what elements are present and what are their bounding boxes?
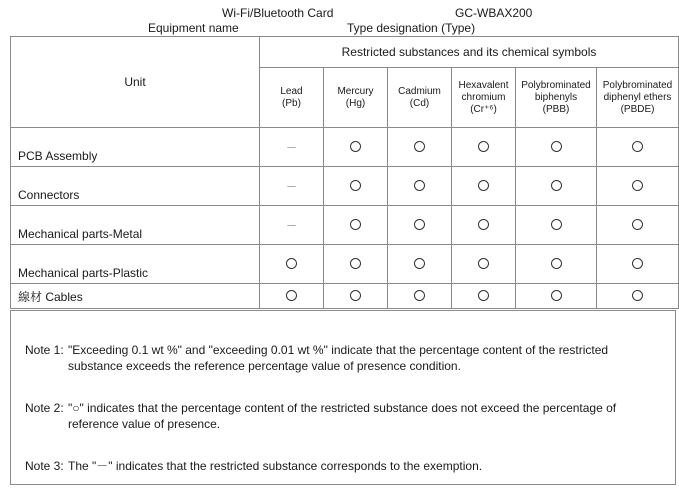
substance-name: Hexavalent chromium	[458, 79, 509, 103]
circle-mark	[478, 141, 489, 152]
substance-symbol: (Cr⁺⁶)	[470, 103, 497, 115]
circle-mark	[414, 219, 425, 230]
substance-cell	[452, 284, 516, 309]
substance-symbol: (Pb)	[282, 97, 301, 109]
table-row	[11, 245, 679, 284]
circle-mark	[632, 258, 643, 269]
document-header	[10, 0, 678, 36]
substance-cell	[388, 284, 452, 309]
substance-symbol: (Hg)	[345, 97, 366, 109]
substance-header-lead	[260, 68, 324, 128]
dash-mark: －	[286, 142, 297, 154]
substance-name: Polybrominated diphenyl ethers	[602, 79, 673, 103]
substance-cell	[260, 284, 324, 309]
substance-cell	[516, 167, 597, 206]
circle-mark	[350, 219, 361, 230]
substance-cell	[452, 245, 516, 284]
circle-mark	[632, 180, 643, 191]
type-designation-label: Type designation (Type)	[347, 21, 476, 35]
substance-cell	[452, 128, 516, 167]
circle-mark	[478, 180, 489, 191]
note-text: "Exceeding 0.1 wt %" and "exceeding 0.01 wt %" indicate that the percentage content of the restricted substance exceeds the reference percentage value of presence condition.	[68, 343, 609, 373]
circle-mark	[551, 141, 562, 152]
substance-cell	[597, 284, 679, 309]
note-text: "○" indicates that the percentage content of the restricted substance does not exceed the percentage of reference value of presence.	[68, 401, 617, 431]
substance-cell	[452, 167, 516, 206]
substance-cell	[597, 128, 679, 167]
substance-cell	[324, 245, 388, 284]
type-designation-value: GC-WBAX200	[455, 6, 533, 20]
part-name: Connectors	[11, 167, 260, 206]
substance-cell	[388, 245, 452, 284]
note-text: The "－" indicates that the restricted substance corresponds to the exemption.	[68, 459, 483, 473]
table-row	[11, 128, 679, 167]
substance-cell	[260, 128, 324, 167]
substance-name: Cadmium	[398, 85, 441, 97]
substance-header-cadmium	[388, 68, 452, 128]
table-row	[11, 206, 679, 245]
substance-cell	[516, 284, 597, 309]
substance-cell	[260, 206, 324, 245]
substance-cell	[452, 206, 516, 245]
table-row	[11, 284, 679, 309]
circle-mark	[414, 290, 425, 301]
circle-mark	[286, 290, 297, 301]
substance-cell	[597, 167, 679, 206]
substance-name: Lead	[280, 85, 303, 97]
substance-cell	[260, 167, 324, 206]
circle-mark	[551, 219, 562, 230]
substance-symbol: (Cd)	[409, 97, 430, 109]
part-name: Mechanical parts-Plastic	[11, 245, 260, 284]
substance-header-pbb	[516, 68, 597, 128]
circle-mark	[632, 290, 643, 301]
circle-mark	[414, 258, 425, 269]
substance-cell	[597, 245, 679, 284]
substance-cell	[324, 206, 388, 245]
substance-symbol: (PBDE)	[620, 103, 655, 115]
circle-mark	[478, 258, 489, 269]
unit-header: Unit	[11, 37, 260, 128]
circle-mark	[551, 180, 562, 191]
substance-cell	[324, 284, 388, 309]
substance-cell	[516, 206, 597, 245]
substance-name: Polybrominated biphenyls	[521, 79, 591, 103]
part-name: PCB Assembly	[11, 128, 260, 167]
substance-cell	[388, 206, 452, 245]
circle-mark	[632, 141, 643, 152]
restricted-substances-table	[10, 36, 679, 309]
restricted-substances-header: Restricted substances and its chemical symbols	[260, 37, 679, 68]
substance-cell	[324, 128, 388, 167]
substance-cell	[388, 167, 452, 206]
substance-cell	[597, 206, 679, 245]
part-name: 線材 Cables	[11, 284, 260, 309]
part-name: Mechanical parts-Metal	[11, 206, 260, 245]
substance-cell	[516, 245, 597, 284]
circle-mark	[478, 219, 489, 230]
circle-mark	[350, 290, 361, 301]
equipment-name-value: Wi-Fi/Bluetooth Card	[222, 6, 334, 20]
note-2	[25, 400, 665, 432]
circle-mark	[286, 258, 297, 269]
circle-mark	[632, 219, 643, 230]
notes-box	[10, 310, 676, 485]
circle-mark	[414, 141, 425, 152]
substance-cell	[324, 167, 388, 206]
circle-mark	[350, 180, 361, 191]
table-row	[11, 167, 679, 206]
note-1	[25, 342, 665, 374]
note-3	[25, 458, 665, 474]
circle-mark	[551, 290, 562, 301]
substance-name: Mercury	[337, 85, 374, 97]
circle-mark	[350, 258, 361, 269]
substance-symbol: (PBB)	[542, 103, 570, 115]
circle-mark	[414, 180, 425, 191]
note-label: Note 1:	[25, 343, 64, 357]
note-label: Note 2:	[25, 401, 64, 415]
substance-header-mercury	[324, 68, 388, 128]
substance-cell	[260, 245, 324, 284]
circle-mark	[478, 290, 489, 301]
circle-mark	[350, 141, 361, 152]
circle-mark	[551, 258, 562, 269]
dash-mark: －	[286, 181, 297, 193]
substance-header-hexavalent-chromium	[452, 68, 516, 128]
note-label: Note 3:	[25, 459, 64, 473]
dash-mark: －	[286, 220, 297, 232]
substance-cell	[516, 128, 597, 167]
table-body	[11, 128, 679, 309]
substance-header-pbde	[597, 68, 679, 128]
substance-cell	[388, 128, 452, 167]
equipment-name-label: Equipment name	[148, 21, 239, 35]
